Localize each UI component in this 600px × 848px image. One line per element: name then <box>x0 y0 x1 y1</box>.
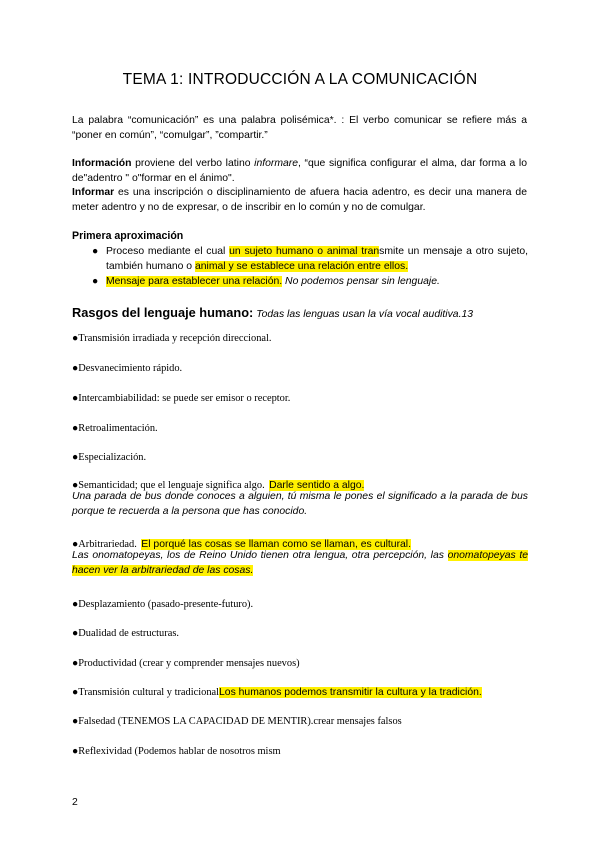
arbitrariedad-explanation <box>72 548 528 578</box>
bullet-2-highlight: Mensaje para establecer una relación. <box>106 276 283 287</box>
rasgos-heading: Rasgos del lenguaje humano: <box>72 305 254 320</box>
intro-paragraph: La palabra “comunicación” es una palabra polisémica*. : El verbo comunicar se refiere más a “poner en común”, “comulgar”, ”compartir.” <box>72 115 527 142</box>
item-label: ●Transmisión irradiada y recepción direccional. <box>72 333 272 344</box>
informacion-term: Información <box>72 158 132 169</box>
informar-term: Informar <box>72 187 115 198</box>
item-label: ●Desvanecimiento rápido. <box>72 363 183 374</box>
bullet-2-italic: No podemos pensar sin lenguaje. <box>282 276 440 287</box>
bullet-item-1 <box>92 244 528 274</box>
item-label: ●Productividad (crear y comprender mensajes nuevos) <box>72 658 300 669</box>
item-label: ●Retroalimentación. <box>72 423 158 434</box>
item-label: ●Reflexividad (Podemos hablar de nosotros mism <box>72 746 281 757</box>
item-label: ●Arbitrariedad. <box>72 539 137 550</box>
item-rest: se puede ser emisor o receptor. <box>159 393 291 404</box>
bullet-item-2 <box>92 274 528 289</box>
item-label: ●Semanticidad; que el lenguaje significa algo. <box>72 480 265 491</box>
bullet-dot: ● <box>92 246 99 257</box>
informacion-text-2: , “que significa configurar el alma, dar forma a lo de"adentro " o"formar en el ánimo". <box>72 158 527 185</box>
item-highlight: Darle sentido a algo. <box>269 480 365 491</box>
bullet-1-text-b: smite un mensaje a otro sujeto, también humano o <box>106 246 529 273</box>
page-number: 2 <box>72 797 78 808</box>
item-label: ●Especialización. <box>72 452 147 463</box>
informar-text: es una inscripción o disciplinamiento de afuera hacia adentro, es decir una manera de meter adentro y no de expresar, o de inscribir en lo común y no de comulgar. <box>72 187 527 214</box>
bullet-1-highlight-2: animal y se establece una relación entre ellos. <box>194 261 409 273</box>
item-highlight: El porqué las cosas se llaman como se llaman, es cultural. <box>141 539 412 550</box>
semanticidad-explanation: Una parada de bus donde conoces a alguien, tú misma le pones el significado a la parada de bus porque te recuerda a la persona que has conocido. <box>72 491 528 518</box>
item-label: ●Transmisión cultural y tradicional <box>72 687 220 698</box>
bullet-1-highlight-1: un sujeto humano o animal tran <box>229 246 380 257</box>
list-item <box>72 711 532 729</box>
arbitrariedad-text: Las onomatopeyas, los de Reino Unido tienen otra lengua, otra percepción, las <box>72 550 448 561</box>
bullet-1-text-a: Proceso mediante el cual <box>106 246 230 257</box>
list-item <box>72 682 532 700</box>
list-item <box>72 358 532 376</box>
primera-heading: Primera aproximación <box>72 230 184 242</box>
item-highlight: Los humanos podemos transmitir la cultura y la tradición. <box>219 687 482 698</box>
list-item <box>72 418 532 436</box>
list-item <box>72 447 532 465</box>
list-item <box>72 388 532 406</box>
informacion-paragraph <box>72 156 527 186</box>
rasgos-heading-line <box>72 305 542 320</box>
item-label: ●Falsedad (TENEMOS LA CAPACIDAD DE MENTIR).crear mensajes falsos <box>72 716 402 727</box>
item-label: ●Intercambiabilidad: <box>72 393 160 404</box>
item-label: ●Desplazamiento (pasado-presente-futuro). <box>72 599 254 610</box>
rasgos-note: Todas las lenguas usan la vía vocal auditiva.13 <box>253 309 474 320</box>
list-item <box>72 653 532 671</box>
bullet-dot: ● <box>92 276 99 287</box>
list-item <box>72 741 532 759</box>
informacion-text-1: proviene del verbo latino <box>131 158 255 169</box>
informacion-latin: informare <box>254 158 299 169</box>
arbitrariedad-highlight: onomatopeyas te hacen ver la arbitrariedad de las cosas. <box>72 550 529 577</box>
item-label: ●Dualidad de estructuras. <box>72 628 179 639</box>
informar-paragraph <box>72 185 527 215</box>
list-item <box>72 623 532 641</box>
list-item <box>72 594 532 612</box>
list-item <box>72 328 532 346</box>
page-title: TEMA 1: INTRODUCCIÓN A LA COMUNICACIÓN <box>122 71 478 88</box>
